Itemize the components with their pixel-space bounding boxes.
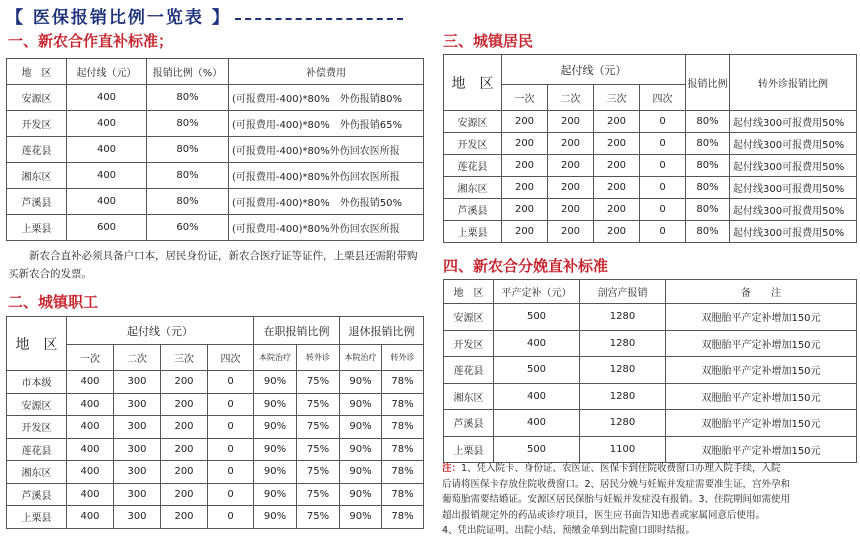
onjob-local-cell: 90% [254, 483, 297, 506]
s2-sub-2: 二次 [114, 345, 161, 371]
area-cell: 安源区 [444, 111, 502, 133]
section4-table [443, 279, 857, 463]
retired-transfer-cell: 78% [382, 393, 424, 416]
section1-note: 新农合直补必须具备户口本，居民身份证，新农合医疗证等证件，上栗县还需附带购买新农合的发票。 [8, 250, 418, 280]
threshold-4-cell: 0 [640, 111, 686, 133]
remark-cell: 双胞胎平产定补增加150元 [666, 436, 857, 463]
transfer-cell: 起付线300可报费用50% [730, 133, 857, 155]
s4-header-remark: 备 注 [666, 280, 857, 304]
s3-header-ratio: 报销比例 [686, 55, 730, 111]
threshold-1-cell: 400 [67, 506, 114, 529]
area-cell: 芦溪县 [7, 483, 67, 506]
compensation-cell: (可报费用-400)*80% 外伤报销65% [229, 111, 424, 137]
threshold-1-cell: 200 [502, 177, 548, 199]
threshold-cell: 400 [67, 85, 147, 111]
retired-transfer-cell: 78% [382, 416, 424, 439]
threshold-cell: 400 [67, 189, 147, 215]
s2-sub-retired-local: 本院治疗 [340, 345, 382, 371]
table-row [7, 506, 424, 529]
compensation-cell: (可报费用-400)*80% 外伤报销50% [229, 189, 424, 215]
threshold-2-cell: 300 [114, 393, 161, 416]
s3-header-area: 地 区 [444, 55, 502, 111]
remark-cell: 双胞胎平产定补增加150元 [666, 330, 857, 357]
s3-sub-3: 三次 [594, 85, 640, 111]
threshold-3-cell: 200 [161, 393, 208, 416]
area-cell: 湘东区 [444, 383, 494, 410]
footnote [442, 461, 790, 539]
transfer-cell: 起付线300可报费用50% [730, 221, 857, 243]
onjob-transfer-cell: 75% [297, 483, 340, 506]
onjob-local-cell: 90% [254, 438, 297, 461]
table-row [7, 163, 424, 189]
threshold-3-cell: 200 [594, 111, 640, 133]
threshold-4-cell: 0 [640, 133, 686, 155]
threshold-3-cell: 200 [161, 483, 208, 506]
cesarean-cell: 1100 [580, 436, 666, 463]
threshold-2-cell: 300 [114, 371, 161, 394]
table-row [444, 410, 857, 437]
threshold-1-cell: 200 [502, 155, 548, 177]
table-row [444, 199, 857, 221]
transfer-cell: 起付线300可报费用50% [730, 177, 857, 199]
remark-cell: 双胞胎平产定补增加150元 [666, 357, 857, 384]
area-cell: 湘东区 [7, 461, 67, 484]
retired-local-cell: 90% [340, 371, 382, 394]
cesarean-cell: 1280 [580, 330, 666, 357]
threshold-3-cell: 200 [594, 177, 640, 199]
threshold-2-cell: 300 [114, 416, 161, 439]
table-row [444, 111, 857, 133]
transfer-cell: 起付线300可报费用50% [730, 111, 857, 133]
s1-header-area: 地 区 [7, 59, 67, 85]
ratio-cell: 60% [147, 215, 229, 241]
footnote-label: 注： [442, 463, 462, 474]
threshold-4-cell: 0 [640, 221, 686, 243]
onjob-local-cell: 90% [254, 416, 297, 439]
threshold-4-cell: 0 [208, 371, 254, 394]
ratio-cell: 80% [686, 133, 730, 155]
threshold-3-cell: 200 [594, 199, 640, 221]
s2-header-onjob: 在职报销比例 [254, 317, 340, 345]
threshold-1-cell: 400 [67, 483, 114, 506]
compensation-cell: (可报费用-400)*80%外伤回农医所报 [229, 163, 424, 189]
retired-transfer-cell: 78% [382, 483, 424, 506]
threshold-2-cell: 200 [548, 133, 594, 155]
threshold-1-cell: 400 [67, 416, 114, 439]
area-cell: 湘东区 [7, 163, 67, 189]
threshold-2-cell: 300 [114, 461, 161, 484]
s3-sub-2: 二次 [548, 85, 594, 111]
threshold-3-cell: 200 [161, 371, 208, 394]
threshold-1-cell: 200 [502, 199, 548, 221]
threshold-4-cell: 0 [640, 177, 686, 199]
s4-header-normal: 平产定补（元） [494, 280, 580, 304]
threshold-4-cell: 0 [640, 199, 686, 221]
table-row [7, 416, 424, 439]
onjob-transfer-cell: 75% [297, 416, 340, 439]
area-cell: 莲花县 [7, 438, 67, 461]
area-cell: 安源区 [444, 304, 494, 331]
table-row [444, 383, 857, 410]
retired-local-cell: 90% [340, 461, 382, 484]
footnote-line-2: 后请将医保卡存放住院收费窗口。2、居民分娩与妊娠并发症需要准生证，宫外孕和 [442, 478, 791, 490]
normal-birth-cell: 500 [494, 304, 580, 331]
area-cell: 开发区 [444, 133, 502, 155]
ratio-cell: 80% [147, 163, 229, 189]
s4-header-cesarean: 剖宫产报销 [580, 280, 666, 304]
area-cell: 开发区 [444, 330, 494, 357]
normal-birth-cell: 400 [494, 410, 580, 437]
footnote-line-4: 超出报销规定外的药品或诊疗项目，医生应书面告知患者或家属同意后使用。 [442, 509, 766, 521]
cesarean-cell: 1280 [580, 410, 666, 437]
transfer-cell: 起付线300可报费用50% [730, 155, 857, 177]
retired-local-cell: 90% [340, 393, 382, 416]
retired-transfer-cell: 78% [382, 438, 424, 461]
table-row [7, 438, 424, 461]
area-cell: 芦溪县 [444, 410, 494, 437]
area-cell: 莲花县 [444, 155, 502, 177]
area-cell: 市本级 [7, 371, 67, 394]
ratio-cell: 80% [686, 177, 730, 199]
normal-birth-cell: 400 [494, 330, 580, 357]
threshold-3-cell: 200 [594, 221, 640, 243]
retired-transfer-cell: 78% [382, 371, 424, 394]
onjob-transfer-cell: 75% [297, 393, 340, 416]
threshold-4-cell: 0 [208, 393, 254, 416]
threshold-3-cell: 200 [161, 461, 208, 484]
threshold-2-cell: 300 [114, 483, 161, 506]
table-row [7, 137, 424, 163]
area-cell: 芦溪县 [444, 199, 502, 221]
threshold-2-cell: 300 [114, 506, 161, 529]
retired-local-cell: 90% [340, 416, 382, 439]
threshold-1-cell: 200 [502, 133, 548, 155]
onjob-local-cell: 90% [254, 506, 297, 529]
table-row [444, 155, 857, 177]
retired-local-cell: 90% [340, 506, 382, 529]
table-row [444, 304, 857, 331]
s1-header-compensation: 补偿费用 [229, 59, 424, 85]
area-cell: 莲花县 [7, 137, 67, 163]
table-row [7, 371, 424, 394]
section2-table [6, 316, 424, 529]
s3-sub-4: 四次 [640, 85, 686, 111]
table-row [7, 85, 424, 111]
table-row [444, 357, 857, 384]
footnote-line-3: 葡萄胎需要结婚证。安源区居民保胎与妊娠并发症没有报销。3、住院期间如需使用 [442, 494, 791, 505]
threshold-2-cell: 200 [548, 177, 594, 199]
ratio-cell: 80% [147, 137, 229, 163]
compensation-cell: (可报费用-400)*80% 外伤报销80% [229, 85, 424, 111]
table-row [444, 330, 857, 357]
area-cell: 莲花县 [444, 357, 494, 384]
area-cell: 湘东区 [444, 177, 502, 199]
transfer-cell: 起付线300可报费用50% [730, 199, 857, 221]
cesarean-cell: 1280 [580, 383, 666, 410]
threshold-4-cell: 0 [208, 416, 254, 439]
ratio-cell: 80% [686, 221, 730, 243]
normal-birth-cell: 500 [494, 436, 580, 463]
remark-cell: 双胞胎平产定补增加150元 [666, 383, 857, 410]
s2-sub-onjob-local: 本院治疗 [254, 345, 297, 371]
table-row [444, 221, 857, 243]
footnote-line-1: 1、凭入院卡、身份证、农医证、医保卡到住院收费窗口办理入院手续，入院 [461, 463, 781, 474]
threshold-4-cell: 0 [208, 438, 254, 461]
area-cell: 开发区 [7, 111, 67, 137]
section3-heading: 三、城镇居民 [443, 32, 534, 50]
section4-heading: 四、新农合分娩直补标准 [443, 257, 609, 275]
threshold-cell: 400 [67, 163, 147, 189]
onjob-local-cell: 90% [254, 371, 297, 394]
threshold-3-cell: 200 [594, 133, 640, 155]
threshold-4-cell: 0 [640, 155, 686, 177]
s3-header-threshold: 起付线（元） [502, 55, 686, 85]
section1-heading: 一、新农合作直补标准； [8, 32, 174, 50]
s2-sub-3: 三次 [161, 345, 208, 371]
threshold-2-cell: 200 [548, 199, 594, 221]
threshold-1-cell: 400 [67, 393, 114, 416]
s2-header-area: 地 区 [7, 317, 67, 371]
onjob-transfer-cell: 75% [297, 371, 340, 394]
threshold-4-cell: 0 [208, 506, 254, 529]
retired-local-cell: 90% [340, 483, 382, 506]
s2-sub-1: 一次 [67, 345, 114, 371]
remark-cell: 双胞胎平产定补增加150元 [666, 410, 857, 437]
normal-birth-cell: 500 [494, 357, 580, 384]
onjob-local-cell: 90% [254, 461, 297, 484]
onjob-transfer-cell: 75% [297, 438, 340, 461]
ratio-cell: 80% [686, 111, 730, 133]
area-cell: 安源区 [7, 393, 67, 416]
threshold-3-cell: 200 [161, 416, 208, 439]
threshold-4-cell: 0 [208, 483, 254, 506]
area-cell: 芦溪县 [7, 189, 67, 215]
table-row [444, 436, 857, 463]
s2-sub-onjob-transfer: 转外诊 [297, 345, 340, 371]
threshold-1-cell: 400 [67, 371, 114, 394]
section2-heading: 二、城镇职工 [8, 293, 99, 311]
remark-cell: 双胞胎平产定补增加150元 [666, 304, 857, 331]
table-row [444, 133, 857, 155]
threshold-2-cell: 200 [548, 155, 594, 177]
retired-transfer-cell: 78% [382, 506, 424, 529]
s2-header-threshold: 起付线（元） [67, 317, 254, 345]
footnote-line-5: 4、凭出院证明、出院小结、预缴金单到出院窗口即时结报。 [442, 525, 696, 536]
table-row [7, 215, 424, 241]
area-cell: 开发区 [7, 416, 67, 439]
ratio-cell: 80% [686, 155, 730, 177]
retired-transfer-cell: 78% [382, 461, 424, 484]
threshold-1-cell: 200 [502, 111, 548, 133]
s2-header-retired: 退休报销比例 [340, 317, 424, 345]
cesarean-cell: 1280 [580, 357, 666, 384]
compensation-cell: (可报费用-400)*80%外伤回农医所报 [229, 215, 424, 241]
threshold-2-cell: 200 [548, 111, 594, 133]
s1-header-ratio: 报销比例（%） [147, 59, 229, 85]
threshold-1-cell: 400 [67, 461, 114, 484]
threshold-3-cell: 200 [594, 155, 640, 177]
area-cell: 上栗县 [7, 506, 67, 529]
threshold-3-cell: 200 [161, 506, 208, 529]
page-title [6, 3, 403, 28]
page-title-text: 【 医保报销比例一览表 】 [6, 8, 231, 28]
threshold-1-cell: 400 [67, 438, 114, 461]
table-row [7, 111, 424, 137]
s3-sub-1: 一次 [502, 85, 548, 111]
threshold-3-cell: 200 [161, 438, 208, 461]
ratio-cell: 80% [686, 199, 730, 221]
s4-header-area: 地 区 [444, 280, 494, 304]
s2-sub-retired-transfer: 转外诊 [382, 345, 424, 371]
table-row [7, 483, 424, 506]
s1-header-threshold: 起付线（元） [67, 59, 147, 85]
onjob-transfer-cell: 75% [297, 461, 340, 484]
table-row [7, 393, 424, 416]
ratio-cell: 80% [147, 111, 229, 137]
compensation-cell: (可报费用-400)*80%外伤回农医所报 [229, 137, 424, 163]
area-cell: 上栗县 [444, 221, 502, 243]
area-cell: 上栗县 [444, 436, 494, 463]
threshold-2-cell: 200 [548, 221, 594, 243]
s3-header-transfer: 转外诊报销比例 [730, 55, 857, 111]
cesarean-cell: 1280 [580, 304, 666, 331]
section3-table [443, 54, 857, 243]
table-row [7, 189, 424, 215]
onjob-local-cell: 90% [254, 393, 297, 416]
s2-sub-4: 四次 [208, 345, 254, 371]
normal-birth-cell: 400 [494, 383, 580, 410]
table-row [7, 461, 424, 484]
threshold-1-cell: 200 [502, 221, 548, 243]
table-row [444, 177, 857, 199]
threshold-cell: 400 [67, 111, 147, 137]
threshold-2-cell: 300 [114, 438, 161, 461]
area-cell: 上栗县 [7, 215, 67, 241]
threshold-4-cell: 0 [208, 461, 254, 484]
threshold-cell: 400 [67, 137, 147, 163]
retired-local-cell: 90% [340, 438, 382, 461]
area-cell: 安源区 [7, 85, 67, 111]
threshold-cell: 600 [67, 215, 147, 241]
section1-table [6, 58, 424, 241]
title-divider [235, 18, 403, 20]
ratio-cell: 80% [147, 189, 229, 215]
ratio-cell: 80% [147, 85, 229, 111]
onjob-transfer-cell: 75% [297, 506, 340, 529]
